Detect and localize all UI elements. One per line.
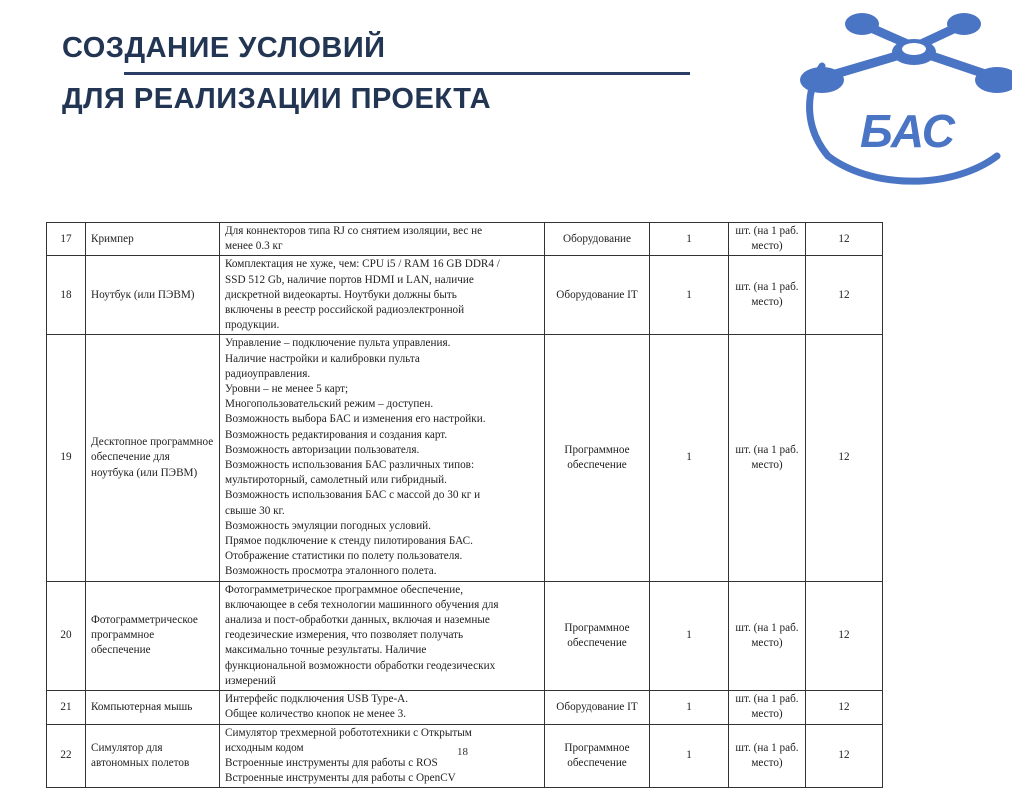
item-name: Десктопное программное обеспечение для ноутбука (или ПЭВМ) xyxy=(86,335,220,581)
description-line: Возможность использования БАС с массой до 30 кг и xyxy=(225,489,481,502)
description-line: Прямое подключение к стенду пилотирования БАС. xyxy=(225,535,473,548)
bas-drone-logo xyxy=(792,6,1012,192)
description-line: менее 0.3 кг xyxy=(225,240,283,253)
item-description xyxy=(220,691,545,724)
logo-text: БАС xyxy=(860,105,955,157)
item-criterion: 12 xyxy=(806,223,883,256)
item-criterion: 12 xyxy=(806,256,883,335)
item-criterion: 12 xyxy=(806,691,883,724)
description-line: функциональной возможности обработки геодезических xyxy=(225,659,496,672)
table-row xyxy=(47,691,883,724)
item-name: Фотограмметрическое программное обеспечение xyxy=(86,581,220,690)
description-line: Комплектация не хуже, чем: CPU i5 / RAM 16 GB DDR4 / xyxy=(225,258,500,271)
item-criterion: 12 xyxy=(806,335,883,581)
description-line: исходным кодом xyxy=(225,741,304,754)
description-line: дискретной видеокарты. Ноутбуки должны быть xyxy=(225,288,457,301)
item-criterion: 12 xyxy=(806,724,883,788)
item-unit: шт. (на 1 раб. место) xyxy=(729,581,806,690)
item-description xyxy=(220,335,545,581)
description-line: Возможность использования БАС различных типов: xyxy=(225,459,475,472)
page-title-line-2: ДЛЯ РЕАЛИЗАЦИИ ПРОЕКТА xyxy=(62,83,492,115)
item-quantity: 1 xyxy=(650,335,729,581)
item-category: Программное обеспечение xyxy=(545,581,650,690)
description-line: Возможность эмуляции погодных условий. xyxy=(225,519,431,532)
description-line: Управление – подключение пульта управления. xyxy=(225,337,451,350)
item-description xyxy=(220,724,545,788)
item-category: Оборудование IT xyxy=(545,691,650,724)
item-name: Компьютерная мышь xyxy=(86,691,220,724)
item-criterion: 12 xyxy=(806,581,883,690)
description-line: максимально точные результаты. Наличие xyxy=(225,644,427,657)
table-row xyxy=(47,581,883,690)
description-line: мультироторный, самолетный или гибридный. xyxy=(225,474,447,487)
description-line: радиоуправления. xyxy=(225,367,311,380)
item-category: Программное обеспечение xyxy=(545,335,650,581)
description-line: Встроенные инструменты для работы с ROS xyxy=(225,756,438,769)
page-title-line-1: СОЗДАНИЕ УСЛОВИЙ xyxy=(62,32,386,64)
equipment-table xyxy=(46,222,883,788)
item-unit: шт. (на 1 раб. место) xyxy=(729,335,806,581)
description-line: Общее количество кнопок не менее 3. xyxy=(225,708,407,721)
page-number: 18 xyxy=(457,746,468,758)
description-line: Симулятор трехмерной робототехники с Открытым xyxy=(225,726,472,739)
title-underline xyxy=(124,72,690,75)
description-line: включены в реестр российской радиоэлектронной xyxy=(225,304,465,317)
item-category: Оборудование xyxy=(545,223,650,256)
item-description xyxy=(220,223,545,256)
description-line: Отображение статистики по полету пользователя. xyxy=(225,550,463,563)
description-line: продукции. xyxy=(225,319,280,332)
description-line: Встроенные инструменты для работы с OpenCV xyxy=(225,772,456,785)
description-line: Возможность просмотра эталонного полета. xyxy=(225,565,437,578)
description-line: Многопользовательский режим – доступен. xyxy=(225,398,434,411)
row-number: 17 xyxy=(47,223,86,256)
item-name: Кримпер xyxy=(86,223,220,256)
description-line: Уровни – не менее 5 карт; xyxy=(225,383,349,396)
description-line: измерений xyxy=(225,674,276,687)
item-quantity: 1 xyxy=(650,724,729,788)
item-unit: шт. (на 1 раб. место) xyxy=(729,691,806,724)
description-line: Для коннекторов типа RJ со снятием изоляции, вес не xyxy=(225,225,483,237)
description-line: SSD 512 Gb, наличие портов HDMI и LAN, наличие xyxy=(225,273,474,286)
table-row xyxy=(47,256,883,335)
table-row xyxy=(47,223,883,256)
row-number: 20 xyxy=(47,581,86,690)
description-line: Возможность выбора БАС и изменения его настройки. xyxy=(225,413,486,426)
row-number: 21 xyxy=(47,691,86,724)
item-description xyxy=(220,256,545,335)
item-unit: шт. (на 1 раб. место) xyxy=(729,223,806,256)
description-line: анализа и пост-обработки данных, включая и наземные xyxy=(225,614,490,627)
description-line: Возможность авторизации пользователя. xyxy=(225,443,420,456)
description-line: включающее в себя технологии машинного обучения для xyxy=(225,598,499,611)
item-quantity: 1 xyxy=(650,223,729,256)
item-quantity: 1 xyxy=(650,581,729,690)
item-unit: шт. (на 1 раб. место) xyxy=(729,256,806,335)
row-number: 22 xyxy=(47,724,86,788)
item-category: Программное обеспечение xyxy=(545,724,650,788)
description-line: геодезические измерения, что позволяет получать xyxy=(225,629,464,642)
description-line: Интерфейс подключения USB Type-A. xyxy=(225,693,409,706)
item-category: Оборудование IT xyxy=(545,256,650,335)
description-line: Фотограмметрическое программное обеспечение, xyxy=(225,583,464,596)
item-quantity: 1 xyxy=(650,691,729,724)
row-number: 18 xyxy=(47,256,86,335)
item-unit: шт. (на 1 раб. место) xyxy=(729,724,806,788)
description-line: свыше 30 кг. xyxy=(225,504,285,517)
item-quantity: 1 xyxy=(650,256,729,335)
row-number: 19 xyxy=(47,335,86,581)
description-line: Наличие настройки и калибровки пульта xyxy=(225,352,420,365)
item-description xyxy=(220,581,545,690)
table-row xyxy=(47,335,883,581)
item-name: Ноутбук (или ПЭВМ) xyxy=(86,256,220,335)
item-name: Симулятор для автономных полетов xyxy=(86,724,220,788)
description-line: Возможность редактирования и создания карт. xyxy=(225,428,448,441)
